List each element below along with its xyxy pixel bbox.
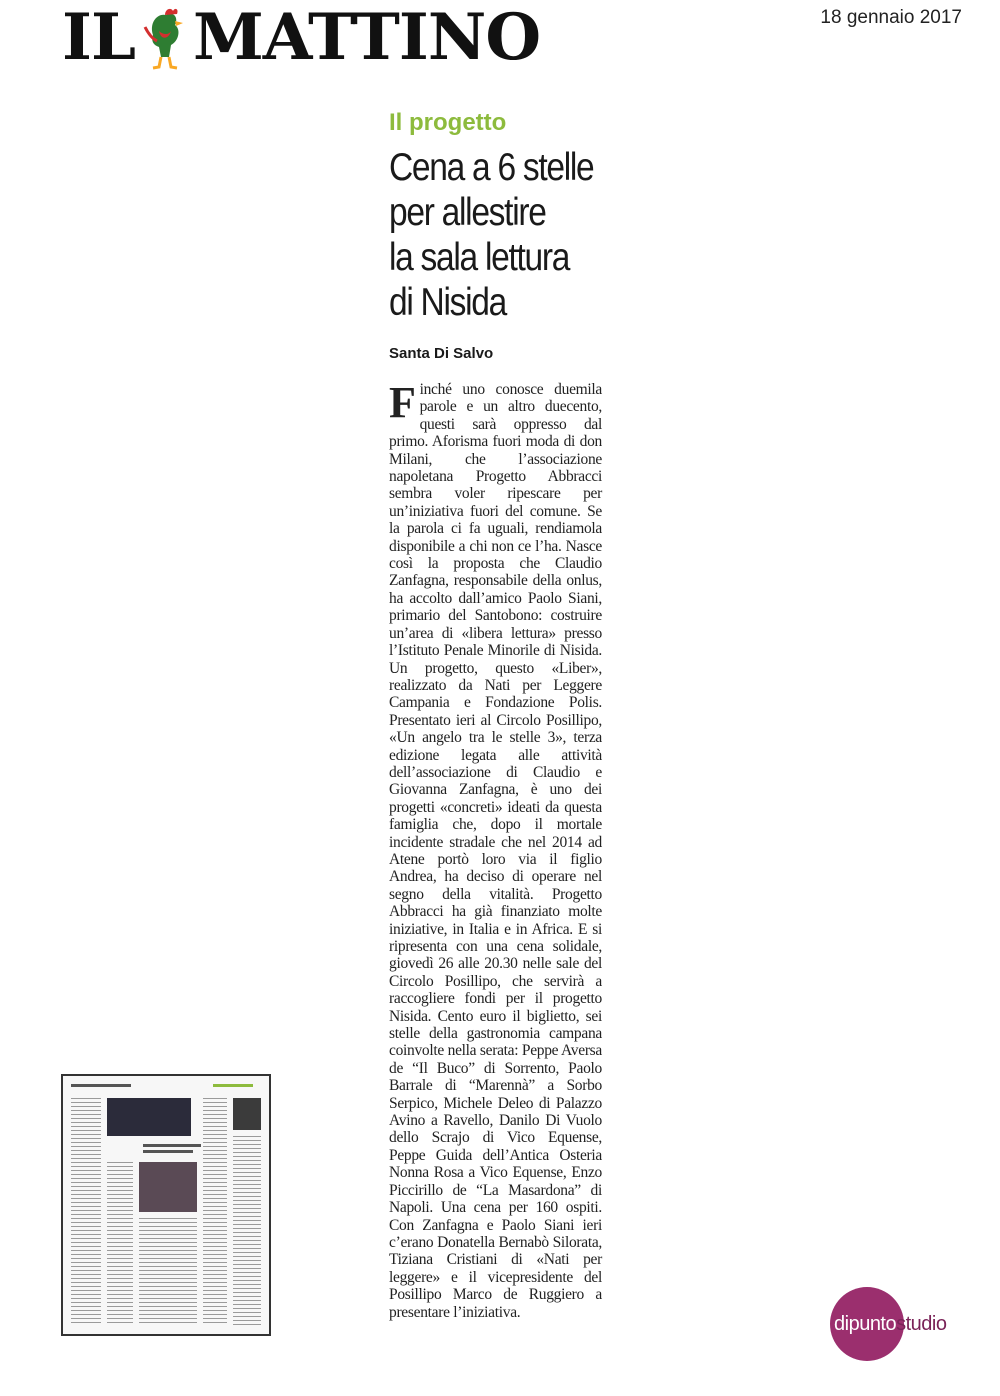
headline-line: per allestire	[389, 191, 546, 234]
newspaper-masthead	[62, 2, 540, 74]
headline-line: di Nisida	[389, 281, 507, 324]
thumb-column	[203, 1098, 227, 1326]
article-body-text: inché uno conosce duemila parole e un altro duecento, questi sarà oppresso dal primo. Aforisma fuori moda di don Milani, che l’associazione napoletana Progetto Abbracci sembra voler ripescare per un’iniziativa fuori del comune. Se la parola ci fa uguali, rendiamola disponibile a chi non ce l’ha. Nasce così la proposta che Claudio Zanfagna, responsabile della onlus, ha accolto dall’amico Paolo Siani, primario del Santobono: costruire un’area di «libera lettura» presso l’Istituto Penale Minorile di Nisida. Un progetto, questo «Liber», realizzato da Nati per Leggere Campania e Fondazione Polis. Presentato ieri al Circolo Posillipo, «Un angelo tra le stelle 3», terza edizione legata alle attività dell’associazione di Claudio e Giovanna Zanfagna, è uno dei progetti «concreti» ideati da questa famiglia che, dopo il mortale incidente stradale che nel 2014 ad Atene portò loro via il figlio Andrea, ha deciso di operare nel segno della vitalità. Progetto Abbracci ha già finanziato molte iniziative, in Italia e in Africa. E si ripresenta con una cena solidale, giovedì 26 alle 20.30 nelle sale del Circolo Posillipo, che servirà a raccogliere fondi per il progetto Nisida. Cento euro il biglietto, sei stelle della gastronomia campana coinvolte nella serata: Peppe Aversa de “Il Buco” di Sorrento, Paolo Barrale di “Marennà” a Sorbo Serpico, Michele Deleo di Palazzo Avino a Ravello, Danilo Di Vuolo dello Scrajo di Vico Equense, Peppe Guida dell’Antica Osteria Nonna Rosa a Vico Equense, Enzo Piccirillo de “La Masardona” di Napoli. Una cena per 160 ospiti. Con Zanfagna e Paolo Siani ieri c’erano Donatella Bernabò Silorata, Tiziana Cristiani di «Nati per leggere» e il vicepresidente del Posillipo Marco de Ruggiero a presentare l’iniziativa.	[389, 381, 602, 1321]
thumb-photo	[233, 1098, 261, 1130]
article-body	[389, 378, 602, 1321]
logo-text-studio: studio	[896, 1313, 947, 1335]
publication-date: 18 gennaio 2017	[820, 7, 962, 28]
thumb-column	[107, 1162, 133, 1326]
thumb-photo	[139, 1162, 197, 1212]
article-byline: Santa Di Salvo	[389, 345, 494, 362]
thumb-headline	[143, 1144, 201, 1147]
logo-text-dipunto: dipunto	[834, 1313, 897, 1335]
headline-line: Cena a 6 stelle	[389, 146, 594, 189]
page-thumbnail	[61, 1074, 271, 1336]
thumb-column	[139, 1218, 197, 1326]
drop-cap: F	[389, 378, 416, 427]
thumb-section-tag	[213, 1084, 253, 1087]
thumb-headline	[143, 1150, 193, 1153]
headline-line: la sala lettura	[389, 236, 570, 279]
rooster-icon	[139, 5, 189, 71]
masthead-left: IL	[62, 0, 135, 75]
article-headline	[389, 145, 595, 325]
thumb-column	[71, 1098, 101, 1326]
thumb-header	[71, 1084, 131, 1087]
thumb-column	[233, 1136, 261, 1326]
logo-text	[834, 1313, 947, 1336]
article-kicker: Il progetto	[389, 109, 507, 136]
masthead-right: MATTINO	[192, 0, 541, 75]
thumb-photo	[107, 1098, 191, 1136]
